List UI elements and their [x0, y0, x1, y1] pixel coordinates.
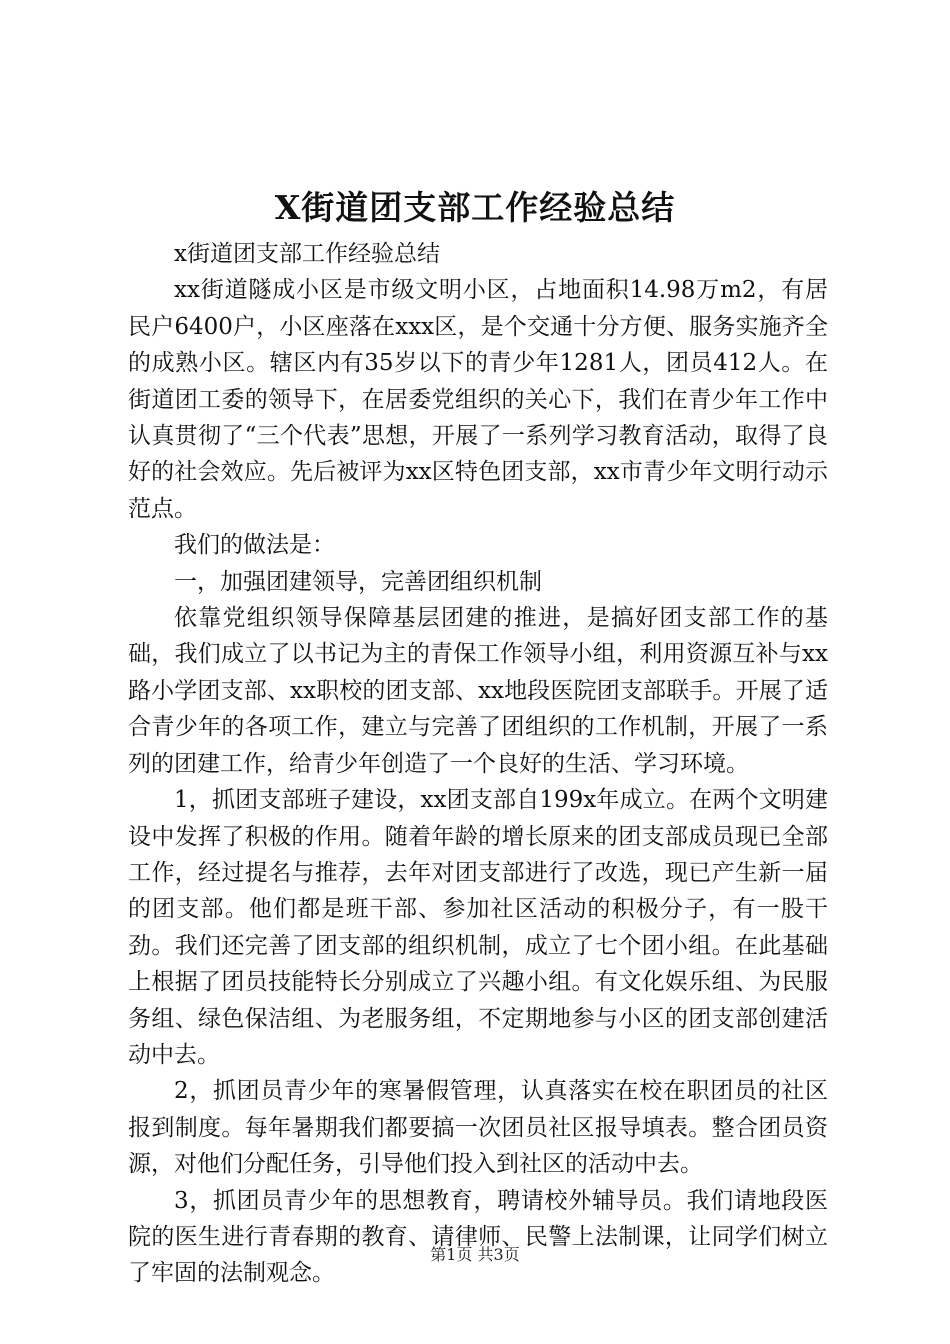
- paragraph-section-1: 依靠党组织领导保障基层团建的推进，是搞好团支部工作的基础，我们成立了以书记为主的青保工作领导小组，利用资源互补与xx路小学团支部、xx职校的团支部、xx地段医院团支部联手。开展了适合青少年的各项工作，建立与完善了团组织的工作机制，开展了一系列的团建工作，给青少年创造了一个良好的生活、学习环境。: [128, 605, 828, 777]
- paragraph-subtitle: x街道团支部工作经验总结: [174, 241, 440, 267]
- page-footer: 第1页 共3页: [430, 1245, 520, 1264]
- paragraph-methods-lead: 我们的做法是：: [174, 532, 335, 559]
- section-heading-1: 一，加强团建领导，完善团组织机制: [174, 568, 542, 595]
- document-title: X街道团支部工作经验总结: [274, 188, 676, 227]
- paragraph-intro: xx街道隧成小区是市级文明小区，占地面积14.98万m2，有居民户6400户，小区座落在xxx区，是个交通十分方便、服务实施齐全的成熟小区。辖区内有35岁以下的青少年1281人，团员412人。在街道团工委的领导下，在居委党组织的关心下，我们在青少年工作中认真贯彻了“三个代表”思想，开展了一系列学习教育活动，取得了良好的社会效应。先后被评为xx区特色团支部，xx市青少年文明行动示范点。: [128, 277, 828, 522]
- document-body: [128, 236, 828, 1292]
- paragraph-item-3: 3，抓团员青少年的思想教育，聘请校外辅导员。我们请地段医院的医生进行青春期的教育、请律师、民警上法制课，让同学们树立了牢固的法制观念。: [128, 1187, 828, 1287]
- paragraph-item-1: 1，抓团支部班子建设，xx团支部自199x年成立。在两个文明建设中发挥了积极的作用。随着年龄的增长原来的团支部成员现已全部工作，经过提名与推荐，去年对团支部进行了改选，现已产生新一届的团支部。他们都是班干部、参加社区活动的积极分子，有一股干劲。我们还完善了团支部的组织机制，成立了七个团小组。在此基础上根据了团员技能特长分别成立了兴趣小组。有文化娱乐组、为民服务组、绿色保洁组、为老服务组，不定期地参与小区的团支部创建活动中去。: [128, 787, 828, 1068]
- paragraph-item-2: 2，抓团员青少年的寒暑假管理，认真落实在校在职团员的社区报到制度。每年暑期我们都要搞一次团员社区报导填表。整合团员资源，对他们分配任务，引导他们投入到社区的活动中去。: [128, 1078, 828, 1178]
